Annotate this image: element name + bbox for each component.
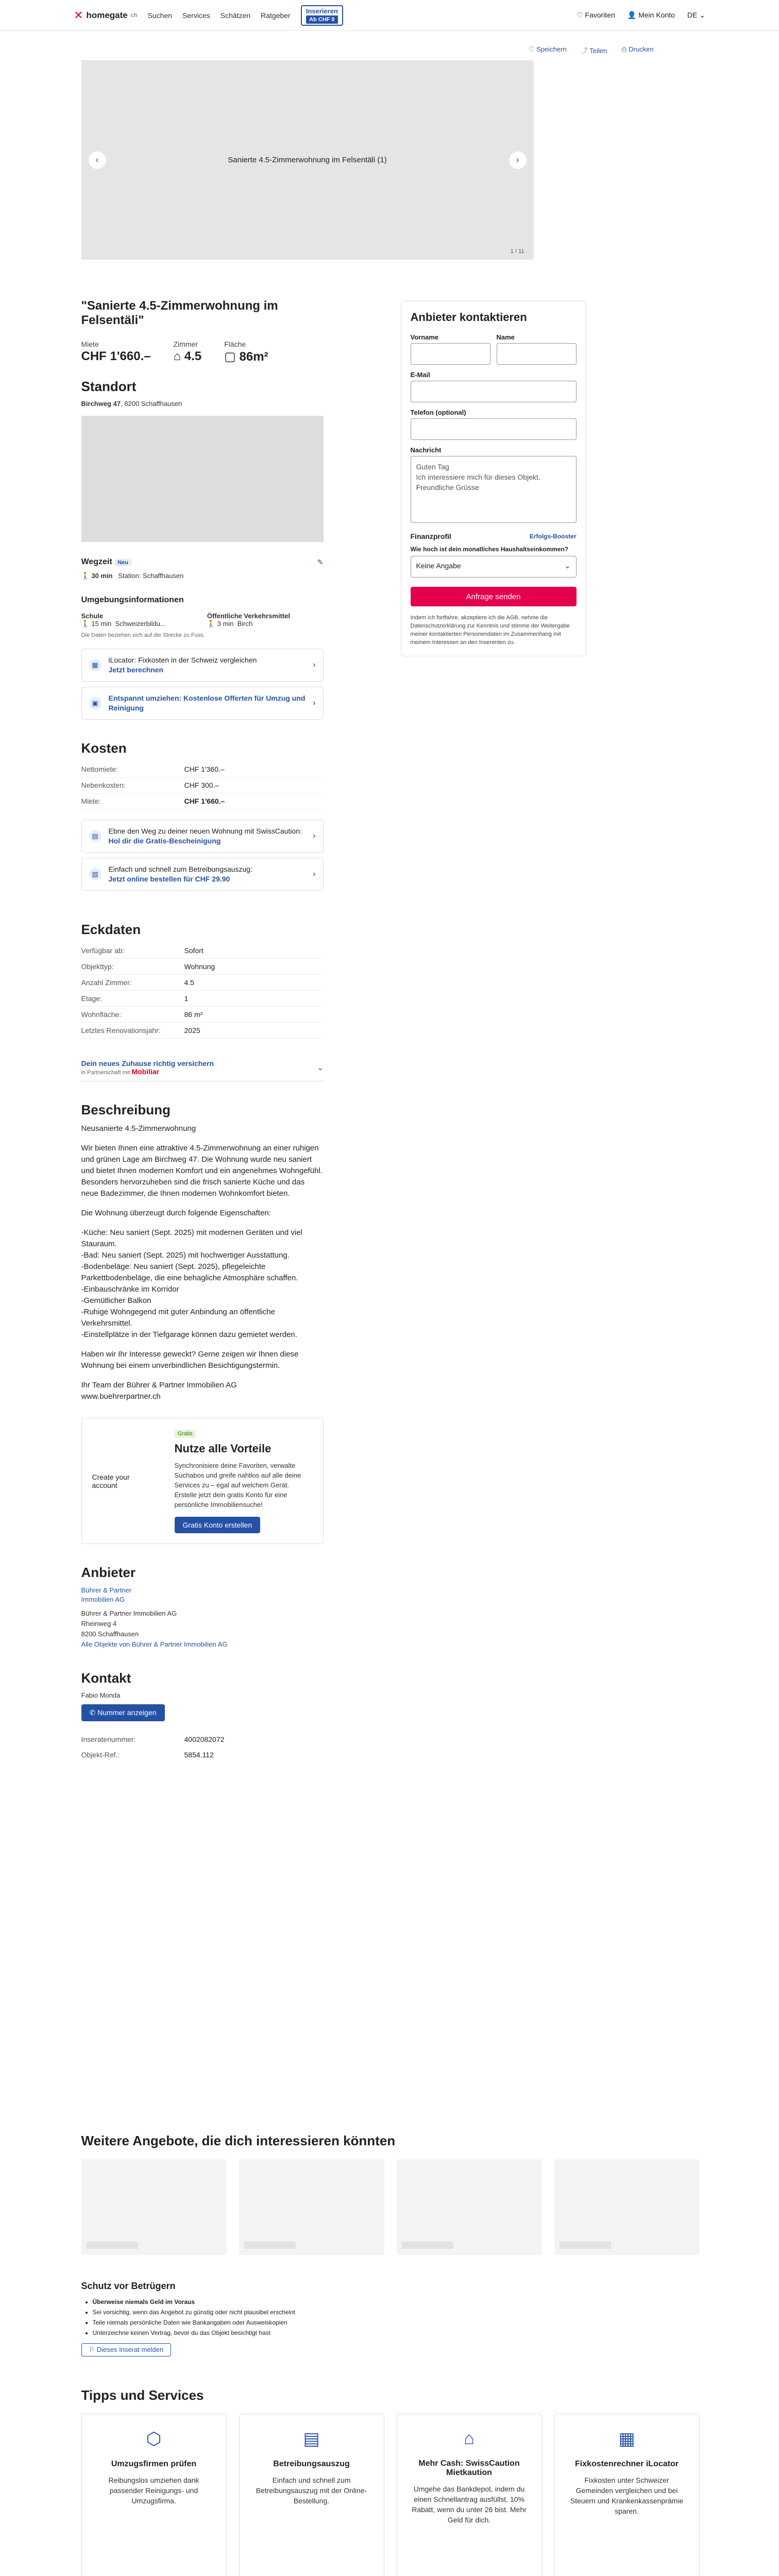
ilocator-promo[interactable]: ▦ iLocator: Fixkosten in der Schweiz vergleichen Jetzt berechnen › [81,649,324,682]
chevron-left-icon[interactable]: ‹ [89,151,106,169]
tip-card[interactable]: ▦ Fixkostenrechner iLocator Fixkosten unter Schweizer Gemeinden vergleichen und bei Steuern und Krankenkassenprämie sparen. [554,2414,700,2576]
box-icon: ▣ [89,697,101,709]
listing-card-placeholder[interactable] [239,2159,384,2255]
gallery-caption: Sanierte 4.5-Zimmerwohnung im Felsentäli (1) [228,156,387,164]
last-name-input[interactable] [497,343,577,365]
chevron-right-icon[interactable]: › [509,151,527,169]
phone-field[interactable] [411,418,577,440]
chevron-down-icon: ⌄ [564,562,571,570]
language-select[interactable]: DE ⌄ [687,11,705,19]
nav-ratgeber[interactable]: Ratgeber [261,11,291,20]
tip-card[interactable]: ▤ Betreibungsauszug Einfach und schnell zum Betreibungsauszug mit der Online-Bestellung. [239,2414,384,2576]
income-select[interactable]: Keine Angabe ⌄ [411,556,577,578]
create-account-button[interactable]: Gratis Konto erstellen [175,1517,261,1533]
homegate-logo[interactable]: ✕ homegate ch [74,8,138,22]
map-icon: ▦ [618,2429,635,2449]
show-number-button[interactable]: ✆ Nummer anzeigen [81,1704,165,1721]
message-textarea[interactable]: Guten Tag Ich interessiere mich für dieses Objekt. Freundliche Grüsse [411,456,577,523]
provider-all-listings-link[interactable]: Alle Objekte von Bührer & Partner Immobilien AG [81,1640,228,1648]
nav-services[interactable]: Services [182,11,210,20]
share-button[interactable]: ⤴ Teilen [581,47,607,55]
email-field[interactable] [411,381,577,402]
nav-suchen[interactable]: Suchen [147,11,173,20]
map-icon: ▦ [89,659,101,671]
listing-card-placeholder[interactable] [397,2159,542,2255]
swisscaution-promo[interactable]: ▤ Ebne den Weg zu deiner neuen Wohnung mit SwissCaution: Hol dir die Gratis-Bescheinigung › [81,820,324,853]
document-icon: ▤ [303,2429,320,2449]
contact-form: Anbieter kontaktieren Vorname Name E-Mail Telefon (optional) Nachricht Guten Tag Ich interessiere mich für dieses Objekt. Freundliche Grüsse Finanzprofil Erfolgs-Booster Wie hoch ist dein monatliches Haushaltseinkommen? Keine Angabe ⌄ Anfrage senden Indem ich fortfahre, akzeptiere ich die AGB, nehme die Datenschutzerklärung zur Kenntnis und stimme der Weitergabe meiner kontaktierten Personendaten im Zusammenhang mit meinem Interessen an den Inserenten zu. [401,301,586,656]
gallery-counter: 1 / 11 [510,248,524,255]
favorites-link[interactable]: ♡ Favoriten [576,11,615,19]
report-listing-button[interactable]: ⚐ Dieses Inserat melden [81,2343,172,2357]
box-icon: ⬡ [146,2429,162,2449]
edit-pencil-icon[interactable]: ✎ [317,557,324,566]
bank-icon: ⌂ [464,2429,475,2448]
document-icon: ▧ [89,868,101,880]
listing-card-placeholder[interactable] [554,2159,700,2255]
image-gallery[interactable] [81,60,534,260]
site-header [0,0,779,31]
bank-icon: ▤ [89,830,101,842]
print-button[interactable]: ⎙ Drucken [621,45,654,53]
tip-card[interactable]: ⌂ Mehr Cash: SwissCaution Mietkaution Umgehe das Bankdepot, indem du einen Schnellantrag ausfüllst. 10% Rabatt, wenn du unter 26 bist. Mehr Geld für dich. [397,2414,542,2576]
listing-card-placeholder[interactable] [81,2159,227,2255]
first-name-input[interactable] [411,343,490,365]
benefits-banner: Create your account Gratis Nutze alle Vorteile Synchronisiere deine Favoriten, verwalte Suchabos und greife nahtlos auf alle deine Services zu – egal auf welchem Gerät. Erstelle jetzt dein gratis Konto für eine persönliche Immobiliensuche! Gratis Konto erstellen [81,1418,324,1544]
listing-title: "Sanierte 4.5-Zimmerwohnung im Felsentäli" [81,299,278,327]
account-link[interactable]: 👤 Mein Konto [627,11,675,19]
insert-button[interactable]: Inserieren Ab CHF 0 [301,5,343,26]
booster-link[interactable]: Erfolgs-Booster [529,533,577,540]
nav-schaetzen[interactable]: Schätzen [220,11,251,20]
moving-promo[interactable]: ▣ Entspannt umziehen: Kostenlose Offerten für Umzug und Reinigung › [81,687,324,720]
debt-extract-promo[interactable]: ▧ Einfach und schnell zum Betreibungsauszug: Jetzt online bestellen für CHF 29.90 › [81,858,324,891]
tip-card[interactable]: ⬡ Umzugsfirmen prüfen Reibungslos umziehen dank passender Reinigungs- und Umzugsfirma. [81,2414,227,2576]
area-icon: ▢ [224,350,236,364]
location-map[interactable] [81,416,324,542]
rooms-icon: ⌂ [173,349,181,363]
save-button[interactable]: ♡ Speichern [528,45,567,53]
submit-inquiry-button[interactable]: Anfrage senden [411,587,577,606]
provider-logo[interactable]: Bührer & Partner Immobilien AG [81,1586,132,1603]
rent-value: CHF 1'660.– [81,349,151,363]
insurance-accordion[interactable]: Dein neues Zuhause richtig versichern in Partnerschaft mit Mobiliar ⌄ [81,1059,324,1081]
chevron-down-icon: ⌄ [317,1063,324,1072]
logo-mark-icon: ✕ [74,8,83,22]
